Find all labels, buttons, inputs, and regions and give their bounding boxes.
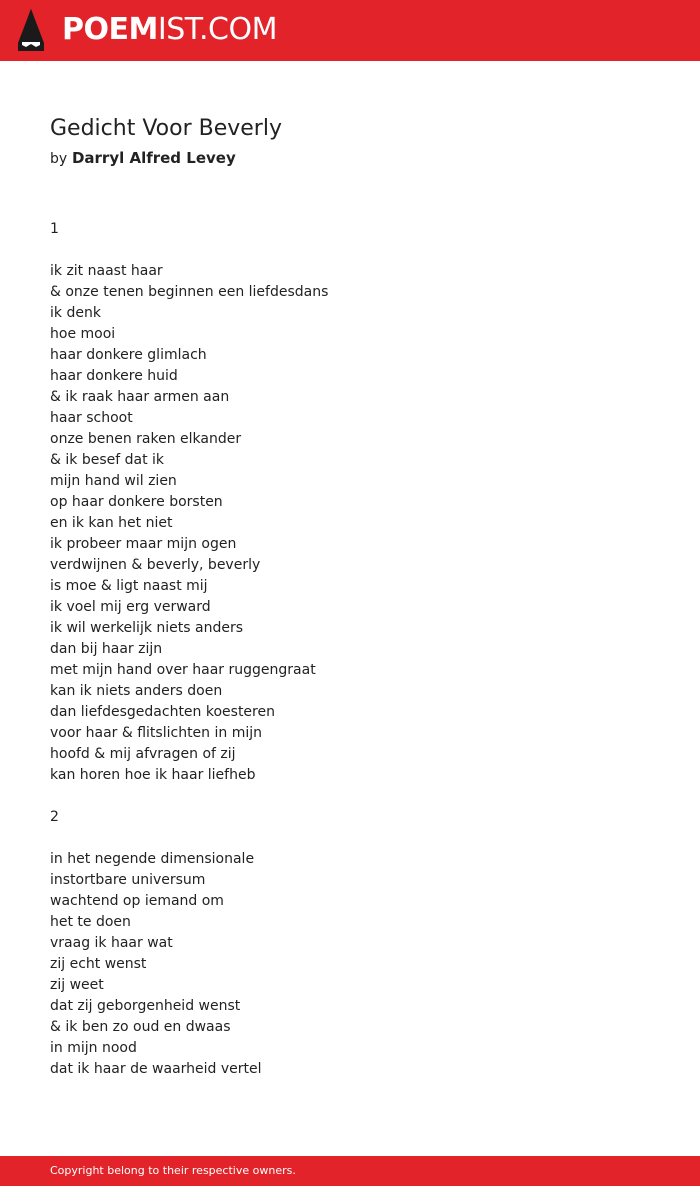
poem-line: dan bij haar zijn	[50, 641, 163, 657]
poem-line: dat zij geborgenheid wenst	[50, 998, 241, 1014]
brand-name-bold: POEM	[62, 12, 158, 47]
poem-line: voor haar & flitslichten in mijn	[50, 725, 262, 741]
poem-line: hoe mooi	[50, 326, 116, 342]
poem-line: ik wil werkelijk niets anders	[50, 620, 244, 636]
poem-line: met mijn hand over haar ruggengraat	[50, 662, 316, 678]
poem-line: hoofd & mij afvragen of zij	[50, 746, 236, 762]
poem-line: mijn hand wil zien	[50, 473, 177, 489]
site-footer	[0, 1156, 700, 1186]
poem-line: wachtend op iemand om	[50, 893, 224, 909]
poem-line: het te doen	[50, 914, 131, 930]
poem-line: 2	[50, 809, 59, 825]
poem-line: haar donkere huid	[50, 368, 178, 384]
poem-line: & ik besef dat ik	[50, 452, 165, 468]
poem-line: op haar donkere borsten	[50, 494, 223, 510]
poem-line: 1	[50, 221, 59, 237]
poem-line: & onze tenen beginnen een liefdesdans	[50, 284, 329, 300]
poem-line: is moe & ligt naast mij	[50, 578, 208, 594]
stanza-break	[50, 828, 670, 849]
stanza-break	[50, 240, 670, 261]
by-label: by	[50, 151, 68, 167]
byline	[50, 149, 236, 167]
site-logo-text[interactable]	[62, 12, 277, 48]
pencil-logo-icon[interactable]	[18, 9, 44, 51]
poem-body	[50, 219, 670, 1080]
poem-line: kan ik niets anders doen	[50, 683, 223, 699]
author-name: Darryl Alfred Levey	[71, 149, 236, 167]
poem-line: ik denk	[50, 305, 101, 321]
poem-line: & ik ben zo oud en dwaas	[50, 1019, 231, 1035]
poem-line: zij weet	[50, 977, 104, 993]
poem-line: onze benen raken elkander	[50, 431, 242, 447]
poem-line: zij echt wenst	[50, 956, 147, 972]
poem-line: in mijn nood	[50, 1040, 137, 1056]
poem-title: Gedicht Voor Beverly	[50, 116, 282, 141]
brand-name-light: IST.COM	[157, 12, 277, 47]
poem-line: dat ik haar de waarheid vertel	[50, 1061, 262, 1077]
poem-line: en ik kan het niet	[50, 515, 173, 531]
poem-line: haar schoot	[50, 410, 133, 426]
poem-line: in het negende dimensionale	[50, 851, 255, 867]
poem-line: verdwijnen & beverly, beverly	[50, 557, 261, 573]
poem-line: ik probeer maar mijn ogen	[50, 536, 237, 552]
poem-line: kan horen hoe ik haar liefheb	[50, 767, 256, 783]
stanza-break	[50, 786, 670, 807]
poem-line: dan liefdesgedachten koesteren	[50, 704, 275, 720]
poem-line: ik voel mij erg verward	[50, 599, 211, 615]
poem-line: vraag ik haar wat	[50, 935, 173, 951]
poem-line: instortbare universum	[50, 872, 206, 888]
poem-line: & ik raak haar armen aan	[50, 389, 230, 405]
site-header	[0, 0, 700, 61]
poem-line: ik zit naast haar	[50, 263, 163, 279]
copyright-text: Copyright belong to their respective owners.	[50, 1164, 296, 1177]
poem-line: haar donkere glimlach	[50, 347, 207, 363]
